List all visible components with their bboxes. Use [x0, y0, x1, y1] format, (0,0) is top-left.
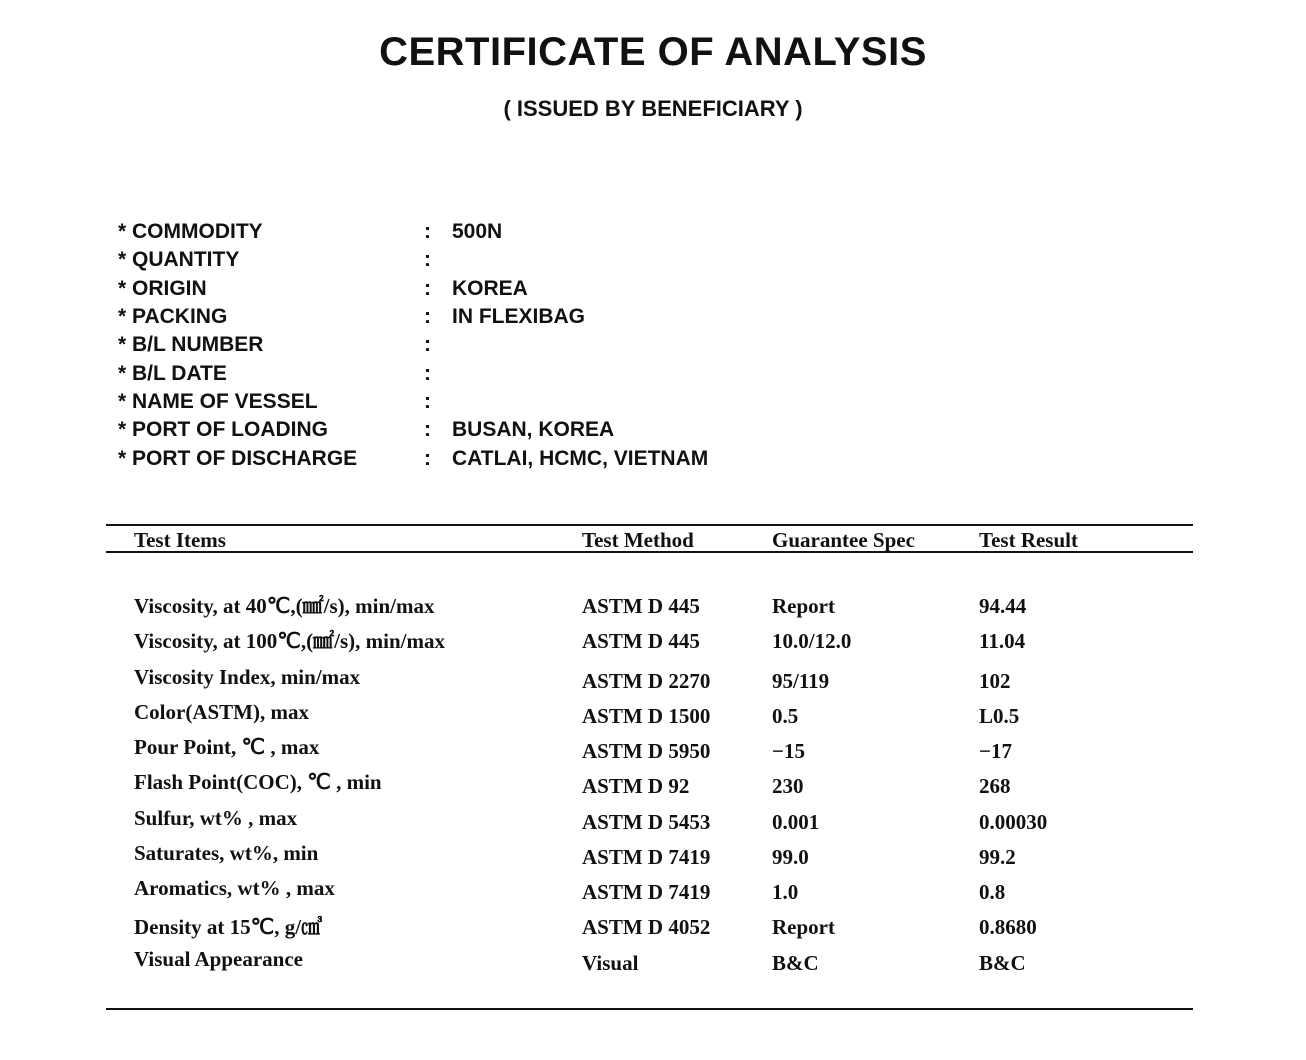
test-item-cell: Flash Point(COC), ℃ , min	[134, 770, 382, 794]
test-item-cell: Viscosity Index, min/max	[134, 665, 361, 689]
info-colon: :	[424, 418, 431, 442]
table-row	[0, 665, 1306, 695]
guarantee-spec-cell: B&C	[772, 951, 819, 975]
info-label: * PACKING	[118, 305, 228, 329]
test-item-cell: Density at 15℃, g/㎤	[134, 915, 323, 939]
test-result-cell: 0.00030	[979, 810, 1048, 834]
table-row	[0, 806, 1306, 836]
info-row	[118, 275, 708, 303]
info-colon: :	[424, 220, 431, 244]
info-label: * PORT OF DISCHARGE	[118, 446, 358, 470]
shipment-info	[118, 218, 708, 473]
test-item-cell: Saturates, wt%, min	[134, 841, 319, 865]
info-colon: :	[424, 333, 431, 357]
info-row	[118, 218, 708, 246]
test-result-cell: 11.04	[979, 629, 1026, 653]
info-colon: :	[424, 446, 431, 470]
document-title: CERTIFICATE OF ANALYSIS	[379, 30, 927, 74]
test-method-cell: ASTM D 7419	[582, 880, 711, 904]
header-test-result: Test Result	[979, 528, 1078, 552]
test-result-cell: B&C	[979, 951, 1026, 975]
test-item-cell: Pour Point, ℃ , max	[134, 735, 320, 759]
info-row	[118, 444, 708, 472]
info-row	[118, 416, 708, 444]
table-top-rule	[106, 524, 1193, 526]
guarantee-spec-cell: −15	[772, 739, 805, 763]
info-label: * PORT OF LOADING	[118, 418, 328, 442]
info-value: CATLAI, HCMC, VIETNAM	[452, 446, 709, 470]
test-item-cell: Aromatics, wt% , max	[134, 876, 335, 900]
test-method-cell: Visual	[582, 951, 639, 975]
test-result-cell: 102	[979, 669, 1011, 693]
test-result-cell: −17	[979, 739, 1012, 763]
info-row	[118, 246, 708, 274]
info-colon: :	[424, 276, 431, 300]
guarantee-spec-cell: Report	[772, 915, 835, 939]
table-row	[0, 590, 1306, 620]
info-value: BUSAN, KOREA	[452, 418, 615, 442]
info-colon: :	[424, 248, 431, 272]
info-colon: :	[424, 361, 431, 385]
guarantee-spec-cell: Report	[772, 594, 835, 618]
table-row	[0, 625, 1306, 655]
document-subtitle: ( ISSUED BY BENEFICIARY )	[503, 96, 803, 121]
test-method-cell: ASTM D 445	[582, 629, 700, 653]
test-item-cell: Sulfur, wt% , max	[134, 806, 298, 830]
header-test-method: Test Method	[582, 528, 694, 552]
test-result-cell: 268	[979, 774, 1011, 798]
test-result-cell: L0.5	[979, 704, 1020, 728]
guarantee-spec-cell: 0.001	[772, 810, 820, 834]
table-bottom-rule	[106, 1008, 1193, 1010]
info-row	[118, 303, 708, 331]
table-row	[0, 841, 1306, 871]
table-row	[0, 947, 1306, 977]
info-label: * ORIGIN	[118, 276, 207, 300]
guarantee-spec-cell: 99.0	[772, 845, 809, 869]
info-label: * NAME OF VESSEL	[118, 389, 318, 413]
guarantee-spec-cell: 230	[772, 774, 804, 798]
test-result-cell: 94.44	[979, 594, 1027, 618]
test-result-cell: 0.8680	[979, 915, 1037, 939]
test-item-cell: Visual Appearance	[134, 947, 303, 971]
info-row	[118, 388, 708, 416]
guarantee-spec-cell: 0.5	[772, 704, 799, 728]
test-method-cell: ASTM D 4052	[582, 915, 711, 939]
info-label: * B/L DATE	[118, 361, 227, 385]
guarantee-spec-cell: 10.0/12.0	[772, 629, 852, 653]
test-item-cell: Viscosity, at 100℃,(㎟/s), min/max	[134, 629, 445, 653]
info-value: 500N	[452, 220, 503, 244]
table-row	[0, 700, 1306, 730]
info-colon: :	[424, 305, 431, 329]
info-label: * QUANTITY	[118, 248, 240, 272]
info-colon: :	[424, 389, 431, 413]
info-row	[118, 331, 708, 359]
test-method-cell: ASTM D 92	[582, 774, 690, 798]
guarantee-spec-cell: 95/119	[772, 669, 830, 693]
test-method-cell: ASTM D 445	[582, 594, 700, 618]
info-label: * B/L NUMBER	[118, 333, 264, 357]
info-label: * COMMODITY	[118, 220, 263, 244]
info-value: KOREA	[452, 276, 528, 300]
guarantee-spec-cell: 1.0	[772, 880, 799, 904]
table-header-rule	[106, 551, 1193, 553]
test-method-cell: ASTM D 5453	[582, 810, 711, 834]
header-test-items: Test Items	[134, 528, 226, 552]
info-value: IN FLEXIBAG	[452, 305, 586, 329]
test-method-cell: ASTM D 2270	[582, 669, 711, 693]
info-row	[118, 359, 708, 387]
table-row	[0, 735, 1306, 765]
test-method-cell: ASTM D 5950	[582, 739, 711, 763]
test-result-cell: 99.2	[979, 845, 1016, 869]
test-method-cell: ASTM D 7419	[582, 845, 711, 869]
header-guarantee-spec: Guarantee Spec	[772, 528, 915, 552]
test-result-cell: 0.8	[979, 880, 1006, 904]
test-item-cell: Color(ASTM), max	[134, 700, 309, 724]
test-method-cell: ASTM D 1500	[582, 704, 711, 728]
test-item-cell: Viscosity, at 40℃,(㎟/s), min/max	[134, 594, 435, 618]
table-row	[0, 770, 1306, 800]
table-row	[0, 876, 1306, 906]
table-row	[0, 911, 1306, 941]
